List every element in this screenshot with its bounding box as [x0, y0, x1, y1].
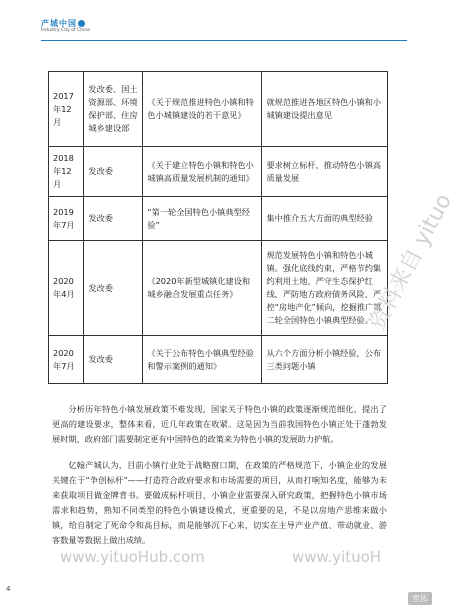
- dept-cell: 发改委: [84, 197, 143, 241]
- table-row: [49, 72, 388, 147]
- corner-logo: 壹拓: [408, 592, 432, 605]
- doc-cell: 《关于建立特色小镇和特色小城镇高质量发展机制的通知》: [143, 147, 262, 197]
- desc-cell: 集中推介五大方面的典型经验: [262, 197, 388, 241]
- header-rule: [41, 40, 407, 41]
- table-row: [49, 241, 388, 336]
- time-cell: 2019年7月: [49, 197, 84, 241]
- body-paragraph: 分析历年特色小镇发展政策不难发现，国家关于特色小镇的政策逐渐规范细化，提出了更高的建设要求，整体来看，近几年政策在收紧。这是因为当前我国特色小镇正处于蓬勃发展时期，政府部门需要制定更有中国特色的政策来为特色小镇的发展助力护航。: [52, 404, 387, 444]
- policy-table: [48, 71, 388, 384]
- doc-cell: 《2020年新型城镇化建设和城乡融合发展重点任务》: [143, 241, 262, 336]
- time-cell: 2020年7月: [49, 336, 84, 384]
- dept-cell: 发改委: [84, 241, 143, 336]
- dept-cell: 发改委、国土资源部、环境保护部、住房城乡建设部: [84, 72, 143, 147]
- desc-cell: 规范发展特色小镇和特色小城镇。强化底线约束，严格节约集约利用土地、严守生态保护红线、严防地方政府债务风险、严控“房地产化”倾向，挖掘推广第二轮全国特色小镇典型经验。: [262, 241, 388, 336]
- table-row: [49, 197, 388, 241]
- doc-cell: “第一轮全国特色小镇典型经验”: [143, 197, 262, 241]
- desc-cell: 从六个方面分析小镇经验，公布三类问题小镇: [262, 336, 388, 384]
- dept-cell: 发改委: [84, 336, 143, 384]
- watermark-text: www.yituoHub.com: [60, 548, 205, 566]
- desc-cell: 要求树立标杆，推动特色小镇高质量发展: [262, 147, 388, 197]
- table-row: [49, 147, 388, 197]
- brand-logo: [41, 18, 91, 40]
- desc-cell: 就规范推进各地区特色小镇和小城镇建设提出意见: [262, 72, 388, 147]
- table-row: [49, 336, 388, 384]
- logo-dot-icon: [78, 20, 85, 27]
- doc-cell: 《关于公布特色小镇典型经验和警示案例的通知》: [143, 336, 262, 384]
- time-cell: 2017年12月: [49, 72, 84, 147]
- doc-cell: 《关于规范推进特色小镇和特色小城镇建设的若干意见》: [143, 72, 262, 147]
- dept-cell: 发改委: [84, 147, 143, 197]
- page-number: 4: [6, 585, 11, 593]
- policy-table-body: [49, 72, 388, 384]
- diagonal-watermark: 资料来自 yituo: [364, 189, 457, 335]
- watermark-text: www.yituoH: [292, 548, 382, 566]
- time-cell: 2020年4月: [49, 241, 84, 336]
- time-cell: 2018年12月: [49, 147, 84, 197]
- logo-title: 产城中国: [41, 19, 77, 28]
- logo-subtitle: Industry-City of China: [41, 28, 90, 33]
- page-header: [0, 0, 438, 52]
- body-paragraph: 亿翰产城认为，目前小镇行业处于战略窗口期，在政策的严格规范下，小镇企业的发展关键在于“争创标杆”——打造符合政府要求和市场需要的项目，从而打响知名度，能够为未来获取项目做金牌背书。要做成标杆项目，小镇企业需要深入研究政策，把握特色小镇市场需求和趋势，熟知不同类型的特色小镇建设模式，更重要的是，不是以房地产思维来做小镇，给自制定了死命令和高目标，而是能够沉下心来，切实在主导产业产值、带动就业、游客数量等数据上做出成绩。: [52, 460, 387, 545]
